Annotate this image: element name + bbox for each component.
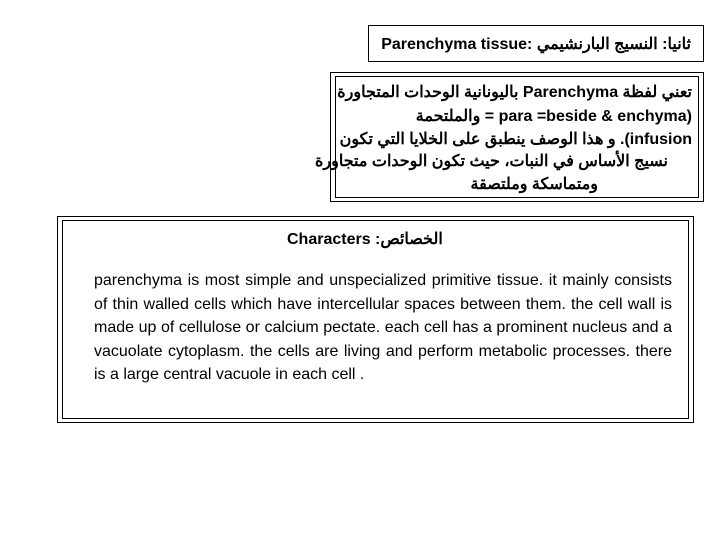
definition-line-1: تعني لفظة Parenchyma باليونانية الوحدات المتجاورة [337, 84, 692, 101]
characters-body-text: parenchyma is most simple and unspecialized primitive tissue. it mainly consists of thin walled cells which have intercellular spaces between them. the cell wall is made up of cellulose or calcium pectate. each cell has a prominent nucleus and a vacuolate cytoplasm. the cells are living and perform metabolic processes. there is a large central vacuole in each cell . [94, 272, 672, 383]
definition-line-4: نسيج الأساس في النبات، حيث تكون الوحدات متجاورة [315, 153, 668, 170]
title-box [368, 25, 704, 62]
definition-box [315, 72, 704, 202]
definition-line-2: (para =beside & enchyma = والملتحمة [415, 108, 692, 125]
characters-box [57, 216, 694, 423]
definition-inner-frame [315, 76, 699, 198]
definition-line-3: infusion). و هذا الوصف ينطبق على الخلايا التي تكون [339, 131, 692, 148]
section-title: ثانيا: النسيج البارنشيمي :Parenchyma tissue [381, 36, 691, 53]
characters-inner-frame [62, 220, 689, 419]
characters-heading: Characters :الخصائص [287, 231, 443, 248]
definition-line-5: ومتماسكة وملتصقة [470, 176, 598, 193]
